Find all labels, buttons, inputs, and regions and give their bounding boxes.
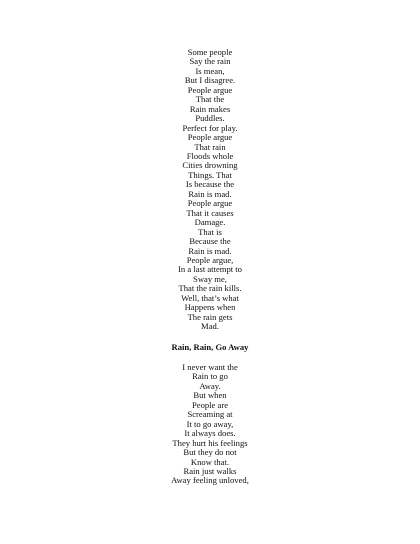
- poem-line: But I disagree.: [184, 75, 236, 86]
- poem-line: Mad.: [201, 321, 219, 332]
- poem-line: People argue: [187, 84, 233, 95]
- poem-line: Rain makes: [189, 103, 231, 114]
- poem-line: Damage.: [194, 217, 226, 228]
- poem-line: That is: [198, 226, 222, 237]
- poem-line: People argue: [187, 198, 233, 209]
- poem-line: Rain to go: [192, 371, 228, 382]
- poem-line: Rain is mad.: [188, 245, 232, 256]
- poem-line: That the rain kills.: [178, 283, 242, 294]
- poem-line: In a last attempt to: [178, 264, 242, 275]
- poem-line: Sway me,: [193, 273, 227, 284]
- poem-line: I never want the: [182, 362, 238, 372]
- poem-line: The rain gets: [187, 311, 233, 322]
- poem-line: But they do not: [183, 447, 237, 458]
- poem-line: Away.: [199, 380, 221, 391]
- poem-line: Rain just walks: [183, 465, 237, 476]
- poem-line: Is mean,: [195, 65, 225, 76]
- poem-line: Screaming at: [187, 409, 233, 420]
- poem-line: It always does.: [184, 428, 236, 439]
- poem-line: But when: [193, 390, 227, 401]
- poem-line: Rain is mad.: [188, 188, 232, 199]
- poem-line: That the: [195, 94, 225, 105]
- poem-line: That it causes: [186, 207, 234, 218]
- poem-line: Well, that’s what: [181, 292, 239, 303]
- poem-line: Things. That: [188, 169, 232, 180]
- poem-line: Puddles.: [195, 113, 225, 124]
- poem-line: Some people: [187, 47, 233, 57]
- poem-one: [0, 48, 420, 332]
- poem-line: People are: [191, 399, 229, 410]
- poem-title: Rain, Rain, Go Away: [171, 342, 249, 352]
- poem-line: They hurt his feelings: [172, 437, 248, 448]
- poem-line: Away feeling unloved,: [171, 475, 249, 486]
- poem-line: Because the: [189, 236, 231, 247]
- poem-line: People argue,: [186, 254, 234, 265]
- poem-line: Say the rain: [189, 56, 231, 67]
- poem-line: Perfect for play.: [182, 122, 238, 133]
- poem-two: [0, 363, 420, 486]
- poem-line: People argue: [187, 132, 233, 143]
- poem-line: Is because the: [185, 179, 235, 190]
- poem-line: Cities drowning: [182, 160, 238, 171]
- poem-line: It to go away,: [186, 418, 234, 429]
- poem-line: Happens when: [184, 302, 236, 313]
- poem-line: Floods whole: [186, 150, 234, 161]
- poem-line: Know that.: [190, 456, 230, 467]
- poem-line: That rain: [194, 141, 226, 152]
